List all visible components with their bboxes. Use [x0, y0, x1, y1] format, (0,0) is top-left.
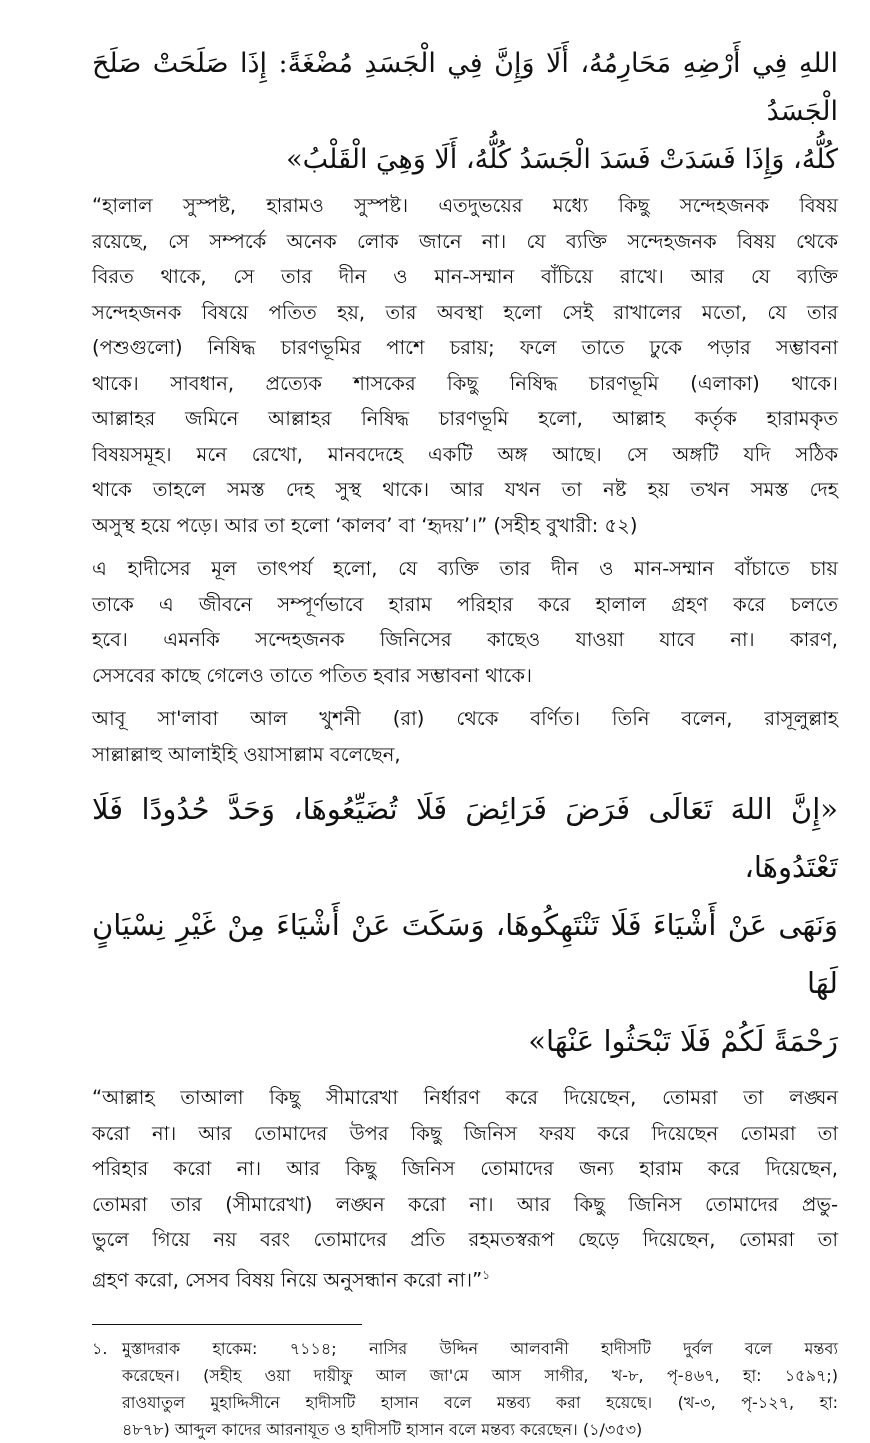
- text-line: পরিহার করো না। আর কিছু জিনিস তোমাদের জন্য হারাম করে দিয়েছেন,: [92, 1157, 838, 1180]
- text-line-content: গ্রহণ করো, সেসব বিষয় নিয়ে অনুসন্ধান করো না।”: [92, 1268, 483, 1291]
- narration-intro-paragraph: [92, 701, 838, 772]
- text-line: ভুলে গিয়ে নয় বরং তোমাদের প্রতি রহমতস্বরূপ ছেড়ে দিয়েছেন, তোমরা তা: [92, 1228, 838, 1251]
- text-line: হবে। এমনকি সন্দেহজনক জিনিসের কাছেও যাওয়া যাবে না। কারণ,: [92, 628, 838, 651]
- text-line: “আল্লাহ তাআলা কিছু সীমারেখা নির্ধারণ করে দিয়েছেন, তোমরা তা লঙ্ঘন: [92, 1086, 838, 1109]
- arabic-line: رَحْمَةً لَكُمْ فَلَا تَبْحَثُوا عَنْهَا»: [528, 1024, 838, 1058]
- hadith-translation-paragraph-2: [92, 1080, 838, 1298]
- footnote-line: মুস্তাদরাক হাকেম: ৭১১৪; নাসির উদ্দিন আলবানী হাদীসটি দুর্বল বলে মন্তব্য: [122, 1338, 838, 1358]
- arabic-hadith-ending: [92, 40, 838, 184]
- text-line: করো না। আর তোমাদের উপর কিছু জিনিস ফরয করে দিয়েছেন তোমরা তা: [92, 1121, 838, 1145]
- text-line: অসুস্থ হয়ে পড়ে। আর তা হলো ‘কালব’ বা ‘হৃদয়’।” (সহীহ বুখারী: ৫২): [92, 513, 638, 537]
- text-line: “হালাল সুস্পষ্ট, হারামও সুস্পষ্ট। এতদুভয়ের মধ্যে কিছু সন্দেহজনক বিষয়: [92, 194, 838, 217]
- hadith-translation-paragraph: [92, 188, 838, 543]
- text-line: থাকে তাহলে সমস্ত দেহ সুস্থ থাকে। আর যখন তা নষ্ট হয় তখন সমস্ত দেহ: [92, 478, 838, 501]
- text-line: সাল্লাল্লাহু আলাইহি ওয়াসাল্লাম বলেছেন,: [92, 742, 401, 766]
- footnote-line: ৪৮৭৮) আব্দুল কাদের আরনাযূত ও হাদীসটি হাসান বলে মন্তব্য করেছেন। (১/৩৫৩): [122, 1419, 643, 1439]
- text-line: আবূ সা'লাবা আল খুশনী (রা) থেকে বর্ণিত। তিনি বলেন, রাসূলুল্লাহ: [92, 707, 838, 730]
- footnote-body: [122, 1335, 838, 1443]
- arabic-hadith: [92, 780, 838, 1070]
- arabic-line: كُلُّهُ، وَإِذَا فَسَدَتْ فَسَدَ الْجَسَدُ كُلُّهُ، أَلَا وَهِيَ الْقَلْبُ»: [286, 144, 838, 175]
- footnote-divider: [92, 1324, 362, 1325]
- text-line: বিষয়সমূহ। মনে রেখো, মানবদেহে একটি অঙ্গ আছে। সে অঙ্গটি যদি সঠিক: [92, 442, 838, 466]
- explanation-paragraph: [92, 551, 838, 693]
- arabic-line: «إِنَّ اللهَ تَعَالَى فَرَضَ فَرَائِضَ فَلَا تُضَيِّعُوهَا، وَحَدَّ حُدُودًا فَلَا تَعْتَدُوهَا،: [92, 792, 838, 884]
- text-line: তোমরা তার (সীমারেখা) লঙ্ঘন করো না। আর কিছু জিনিস তোমাদের প্রভু-: [92, 1192, 838, 1216]
- text-line: থাকে। সাবধান, প্রত্যেক শাসকের কিছু নিষিদ্ধ চারণভূমি (এলাকা) থাকে।: [92, 371, 838, 395]
- text-line: বিরত থাকে, সে তার দীন ও মান-সম্মান বাঁচিয়ে রাখে। আর যে ব্যক্তি: [92, 265, 838, 288]
- text-line: (পশুগুলো) নিষিদ্ধ চারণভূমির পাশে চরায়; ফলে তাতে ঢুকে পড়ার সম্ভাবনা: [92, 336, 838, 359]
- text-line: আল্লাহর জমিনে আল্লাহর নিষিদ্ধ চারণভূমি হলো, আল্লাহ কর্তৃক হারামকৃত: [92, 407, 838, 430]
- footnote-line: রাওযাতুল মুহাদ্দিসীনে হাদীসটি হাসান বলে মন্তব্য করা হয়েছে। (খ-৩, পৃ-১২৭, হা:: [122, 1392, 838, 1412]
- text-line: এ হাদীসের মূল তাৎপর্য হলো, যে ব্যক্তি তার দীন ও মান-সম্মান বাঁচাতে চায়: [92, 557, 838, 580]
- footnote: [92, 1335, 838, 1443]
- footnote-line: করেছেন। (সহীহ ওয়া দায়ীফু আল জা'মে আস সাগীর, খ-৮, পৃ-৪৬৭, হা: ১৫৯৭;): [122, 1365, 838, 1385]
- text-line: সন্দেহজনক বিষয়ে পতিত হয়, তার অবস্থা হলো সেই রাখালের মতো, যে তার: [92, 300, 838, 324]
- footnote-number: ১.: [92, 1338, 108, 1358]
- text-line: [92, 1258, 838, 1298]
- page-content: [92, 40, 838, 1443]
- text-line: তাকে এ জীবনে সম্পূর্ণভাবে হারাম পরিহার করে হালাল গ্রহণ করে চলতে: [92, 592, 838, 616]
- arabic-line: اللهِ فِي أَرْضِهِ مَحَارِمُهُ، أَلَا وَإِنَّ فِي الْجَسَدِ مُضْغَةً: إِذَا صَلَحَتْ صَلَحَ الْجَسَدُ: [92, 48, 838, 127]
- footnote-marker[interactable]: ১: [482, 1267, 490, 1282]
- text-line: রয়েছে, সে সম্পর্কে অনেক লোক জানে না। যে ব্যক্তি সন্দেহজনক বিষয় থেকে: [92, 229, 838, 253]
- arabic-line: وَنَهَى عَنْ أَشْيَاءَ فَلَا تَنْتَهِكُوهَا، وَسَكَتَ عَنْ أَشْيَاءَ مِنْ غَيْرِ نِسْيَانٍ لَهَا: [92, 908, 838, 1000]
- text-line: সেসবের কাছে গেলেও তাতে পতিত হবার সম্ভাবনা থাকে।: [92, 663, 532, 687]
